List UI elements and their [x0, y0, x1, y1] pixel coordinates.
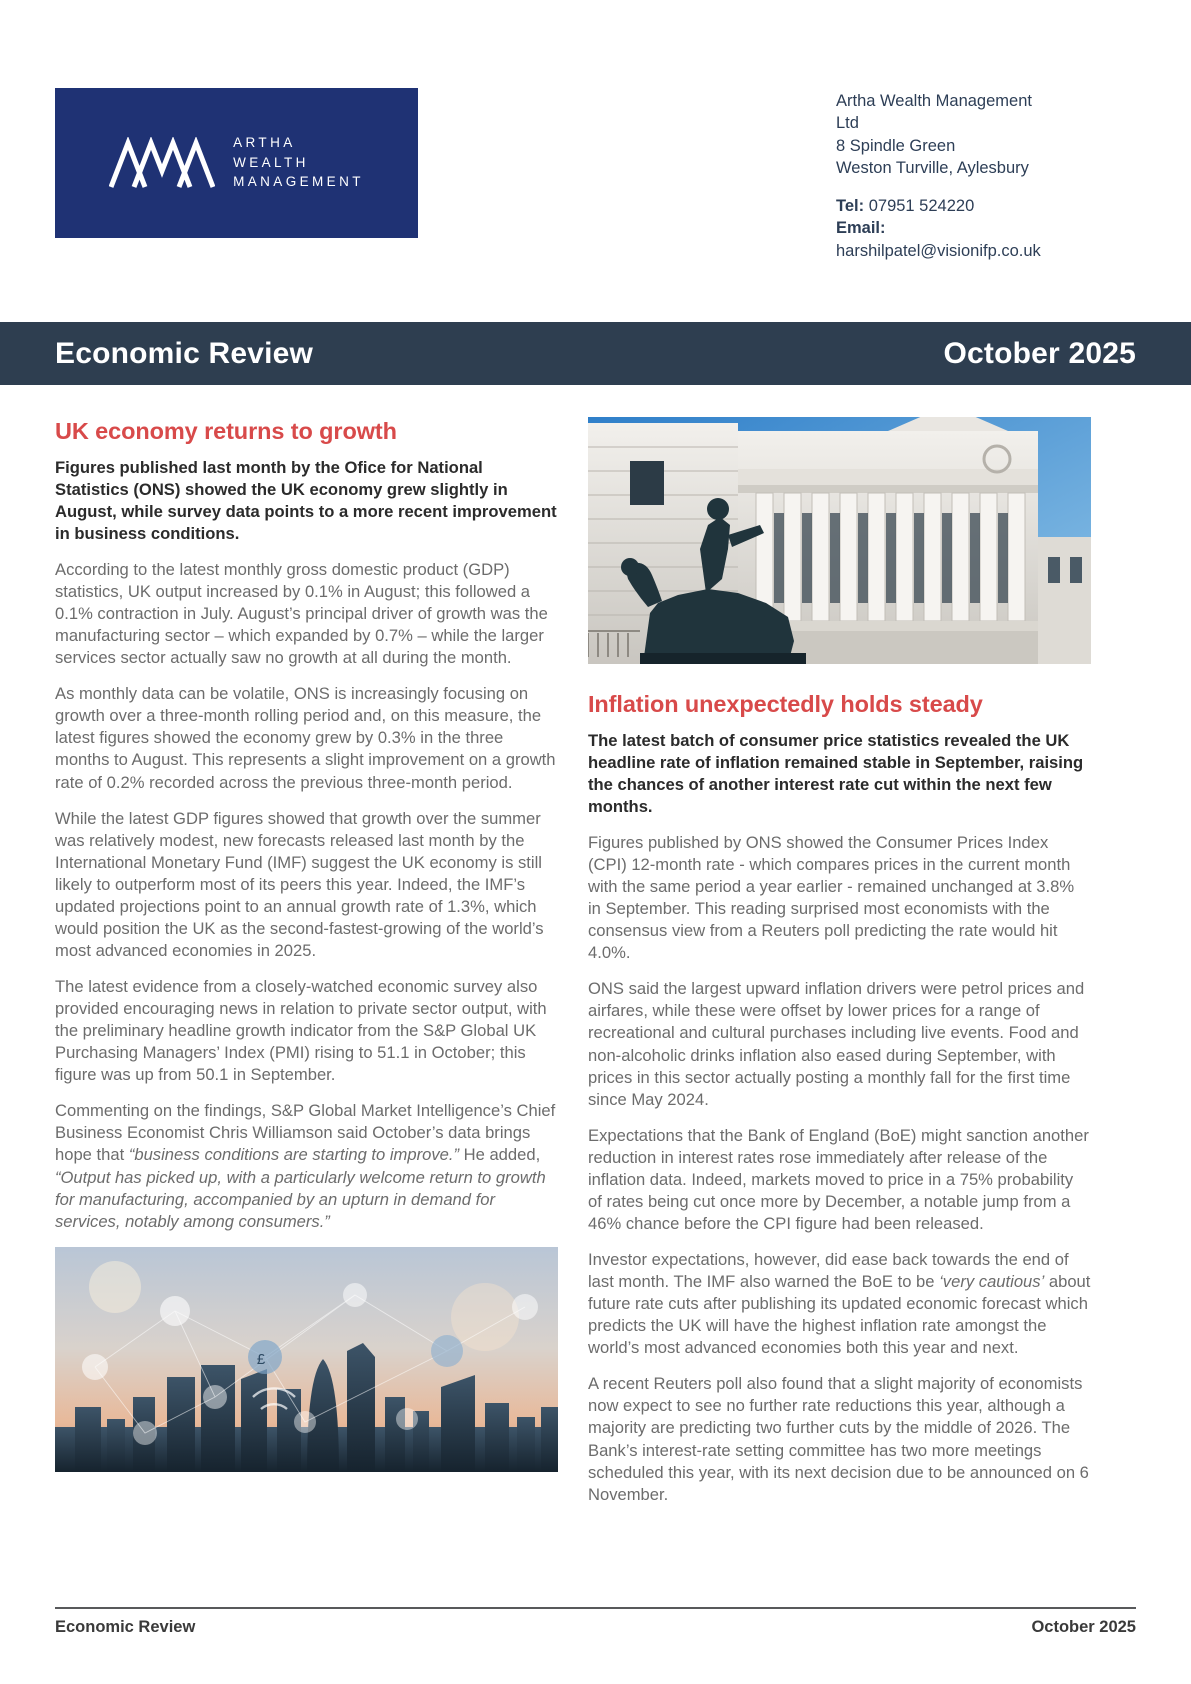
williamson-quote-1: “business conditions are starting to improve.”: [128, 1145, 460, 1165]
footer-row: [55, 1618, 1136, 1637]
left-paragraph-2: As monthly data can be volatile, ONS is increasingly focusing on growth over a three-month rolling period and, on this measure, the latest figures showed the economy grew by 0.3% in the three months to August. This represents a slight improvement on a growth rate of 0.2% recorded across the previous three-month period.: [55, 684, 556, 792]
tel-label: Tel:: [836, 197, 865, 216]
london-skyline-photo: [55, 1247, 558, 1472]
address-line-2: Weston Turville, Aylesbury: [836, 158, 1029, 177]
tel-value: 07951 524220: [868, 197, 975, 216]
page-footer: [55, 1607, 1136, 1637]
right-paragraph-1: Figures published by ONS showed the Consumer Prices Index (CPI) 12-month rate - which compares prices in the current month with the same period a year earlier - remained unchanged at 3.8% in September. This reading surprised most economists with the consensus view from a Reuters poll predicting the rate would hit 4.0%.: [588, 832, 1075, 963]
left-paragraph-4: The latest evidence from a closely-watched economic survey also provided encouraging news in relation to private sector output, with the preliminary headline growth indicator from the S&P Global UK Purchasing Managers’ Index (PMI) rising to 51.1 in October; this figure was up from 50.1 in September.: [55, 977, 547, 1085]
right-lead-paragraph: The latest batch of consumer price statistics revealed the UK headline rate of inflation remained stable in September, raising the chances of another interest rate cut within the next few months.: [588, 731, 1084, 817]
right-paragraph-2: ONS said the largest upward inflation drivers were petrol prices and airfares, while these were offset by lower prices for a range of recreational and cultural purchases including live events. Food and non-alcoholic drinks inflation also eased during September, with prices in this sector actually posting a monthly fall for the first time since May 2024.: [588, 979, 1085, 1109]
bank-of-england-photo: [588, 417, 1091, 664]
title-banner: [0, 322, 1191, 385]
banner-title: Economic Review: [55, 336, 314, 370]
logo-wordmark: [233, 135, 364, 192]
footer-right-label: October 2025: [1031, 1618, 1136, 1636]
banner-date: October 2025: [943, 336, 1136, 370]
contact-spacer: [836, 179, 1136, 195]
investor-prefix: Investor expectations, however, did ease back towards the end of last month. The IMF also warned the BoE to be: [588, 1250, 1069, 1292]
left-quote-paragraph: [55, 1100, 558, 1232]
left-paragraph-1: According to the latest monthly gross domestic product (GDP) statistics, UK output increased by 0.1% in August; this followed a 0.1% contraction in July. August’s principal driver of growth was the manufacturing sector – which expanded by 0.7% – while the larger services sector actually saw no growth at all during the month.: [55, 559, 548, 668]
address-line-1: 8 Spindle Green: [836, 136, 956, 155]
right-column: [588, 417, 1091, 1520]
telephone-line: [836, 195, 1136, 217]
logo-word-2: WEALTH: [233, 154, 309, 170]
right-paragraph-3: Expectations that the Bank of England (BoE) might sanction another reduction in interest rates rose immediately after release of the inflation data. Indeed, markets moved to price in a 75% probability of rates being cut once more by December, a notable jump from a 46% chance before the CPI figure had been released.: [588, 1125, 1089, 1233]
logo-word-3: MANAGEMENT: [233, 174, 364, 190]
quote-prefix: Commenting on the findings, S&P Global Market Intelligence’s Chief Business Economist Chris Williamson said October’s data brings hope that: [55, 1101, 556, 1165]
svg-text:£: £: [256, 1350, 266, 1368]
left-column: [55, 417, 558, 1520]
williamson-quote-2: “Output has picked up, with a particularly welcome return to growth for manufacturing, accompanied by an upturn in demand for services, notably among consumers.”: [55, 1167, 546, 1231]
page-header: [0, 0, 1191, 322]
logo-word-1: ARTHA: [233, 134, 296, 150]
awm-monogram-icon: [109, 137, 215, 189]
contact-details: [836, 88, 1136, 262]
email-label: Email:: [836, 219, 886, 238]
left-section-heading: UK economy returns to growth: [55, 418, 397, 444]
quote-middle: He added,: [459, 1145, 541, 1165]
company-name-line-1: Artha Wealth Management: [836, 92, 1032, 110]
left-paragraph-3: While the latest GDP figures showed that growth over the summer was relatively modest, new forecasts released last month by the International Monetary Fund (IMF) suggest the UK economy is still likely to outperform most of its peers this year. Indeed, the IMF’s updated projections point to an annual growth rate of 1.3%, which would position the UK as the second-fastest-growing of the world’s most advanced economies in 2025.: [55, 808, 544, 960]
article-body: [0, 385, 1191, 1520]
footer-divider: [55, 1607, 1136, 1609]
investor-suffix: about future rate cuts after publishing its updated economic forecast which predicts the UK will have the highest inflation rate amongst the world’s most advanced economies both this year and next.: [588, 1272, 1091, 1358]
footer-left-label: Economic Review: [55, 1618, 196, 1636]
email-address[interactable]: harshilpatel@visionifp.co.uk: [836, 241, 1041, 260]
company-name-line-2: Ltd: [836, 114, 859, 133]
company-logo: [55, 88, 418, 238]
right-investor-paragraph: [588, 1249, 1091, 1359]
right-section-heading: Inflation unexpectedly holds steady: [588, 691, 983, 717]
right-paragraph-4: A recent Reuters poll also found that a slight majority of economists now expect to see no further rate reductions this year, although a majority are predicting two further cuts by the middle of 2026. The Bank’s interest-rate setting committee has two more meetings scheduled this year, with its next decision due to be announced on 6 November.: [588, 1374, 1089, 1504]
imf-quote: ‘very cautious’: [939, 1272, 1045, 1292]
left-lead-paragraph: Figures published last month by the Ofice for National Statistics (ONS) showed the UK economy grew slightly in August, while survey data points to a more recent improvement in business conditions.: [55, 458, 557, 544]
